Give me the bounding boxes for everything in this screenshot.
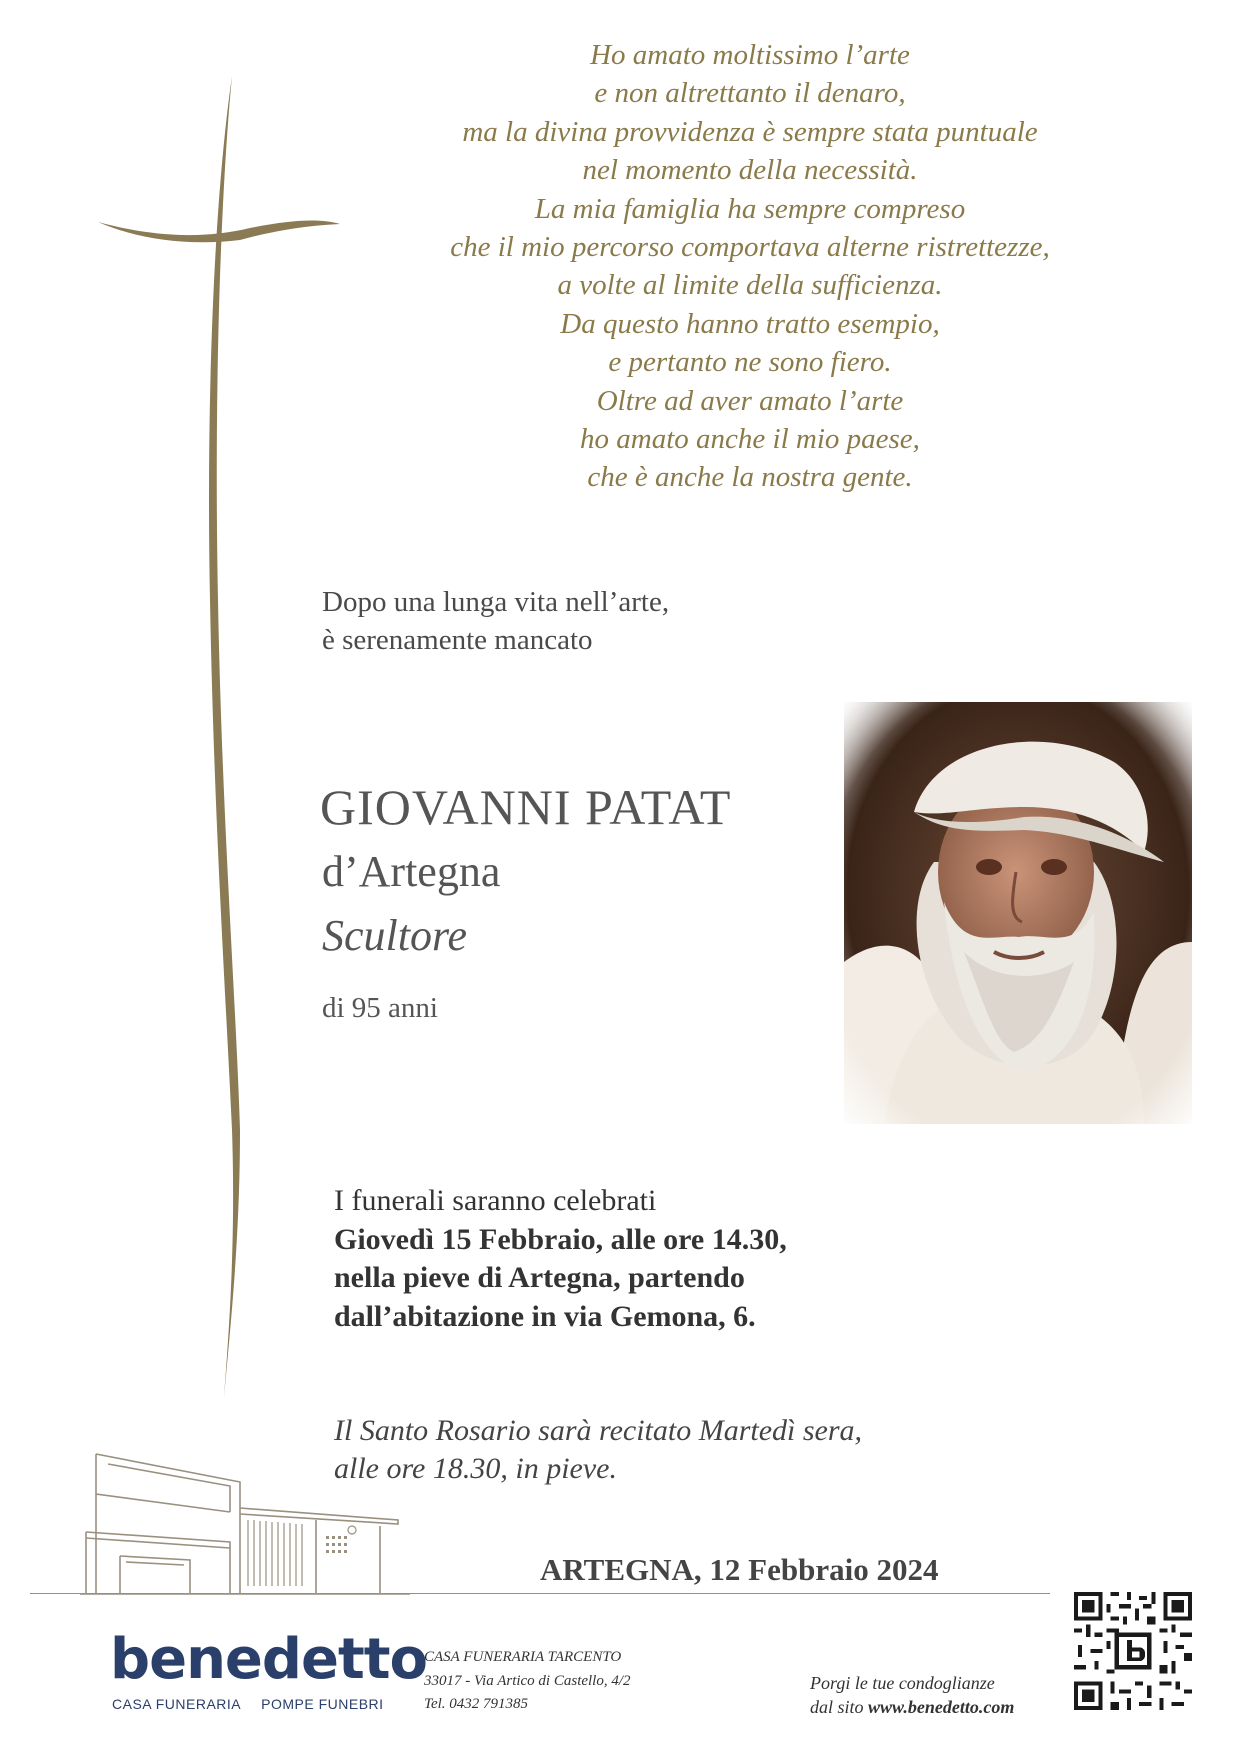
poem-line: ho amato anche il mio paese, — [580, 423, 920, 456]
cross-icon — [0, 0, 360, 1420]
funeral-lead: I funerali saranno celebrati — [334, 1184, 657, 1217]
building-illustration — [80, 1446, 410, 1596]
poem-line: che il mio percorso comportava alterne ristrettezze, — [450, 231, 1050, 264]
deceased-name: GIOVANNI PATAT — [320, 779, 732, 835]
condolences-note — [810, 1671, 1014, 1719]
poem-line: Oltre ad aver amato l’arte — [596, 384, 904, 417]
brand-sub-funeral-home: CASA FUNERARIA — [112, 1696, 242, 1712]
poem-line: Da questo hanno tratto esempio, — [560, 307, 940, 340]
poem-line: e pertanto ne sono fiero. — [608, 346, 892, 379]
divider — [30, 1593, 1050, 1594]
condolences-prefix: dal sito — [810, 1697, 869, 1717]
funeral-detail: dall’abitazione in via Gemona, 6. — [334, 1299, 756, 1333]
place-date: ARTEGNA, 12 Febbraio 2024 — [540, 1552, 939, 1587]
rosary-line: Il Santo Rosario sarà recitato Martedì sera, — [334, 1414, 863, 1447]
office-name: CASA FUNERARIA TARCENTO — [424, 1649, 622, 1665]
deceased-origin: d’Artegna — [322, 847, 501, 896]
website-link[interactable]: www.benedetto.com — [868, 1697, 1015, 1717]
deceased-role: Scultore — [322, 911, 467, 960]
intro-text — [322, 583, 669, 659]
poem — [340, 36, 1160, 497]
deceased-photo — [844, 702, 1192, 1124]
funeral-info — [334, 1182, 787, 1336]
office-street: 33017 - Via Artico di Castello, 4/2 — [424, 1672, 631, 1689]
brand-logo: benedetto — [110, 1627, 427, 1692]
poem-line: e non altrettanto il denaro, — [594, 77, 906, 110]
rosary-info — [334, 1412, 862, 1488]
office-phone: Tel. 0432 791385 — [424, 1696, 529, 1712]
funeral-detail: Giovedì 15 Febbraio, alle ore 14.30, — [334, 1222, 787, 1256]
poem-line: che è anche la nostra gente. — [587, 461, 913, 494]
brand-sub-undertakers: POMPE FUNEBRI — [261, 1696, 384, 1712]
poem-line: La mia famiglia ha sempre compreso — [534, 192, 966, 225]
poem-line: Ho amato moltissimo l’arte — [590, 39, 910, 71]
office-address — [424, 1646, 631, 1717]
poem-line: a volte al limite della sufficienza. — [557, 269, 943, 302]
poem-line: ma la divina provvidenza è sempre stata puntuale — [462, 115, 1038, 148]
rosary-line: alle ore 18.30, in pieve. — [334, 1452, 617, 1485]
poem-line: nel momento della necessità. — [582, 154, 918, 187]
condolences-line: Porgi le tue condoglianze — [810, 1673, 995, 1693]
intro-line: Dopo una lunga vita nell’arte, — [322, 586, 670, 618]
deceased-age: di 95 anni — [322, 992, 438, 1024]
qr-code[interactable] — [1074, 1592, 1192, 1710]
brand-subtitle — [112, 1696, 404, 1712]
funeral-detail: nella pieve di Artegna, partendo — [334, 1261, 745, 1294]
intro-line: è serenamente mancato — [322, 624, 593, 656]
